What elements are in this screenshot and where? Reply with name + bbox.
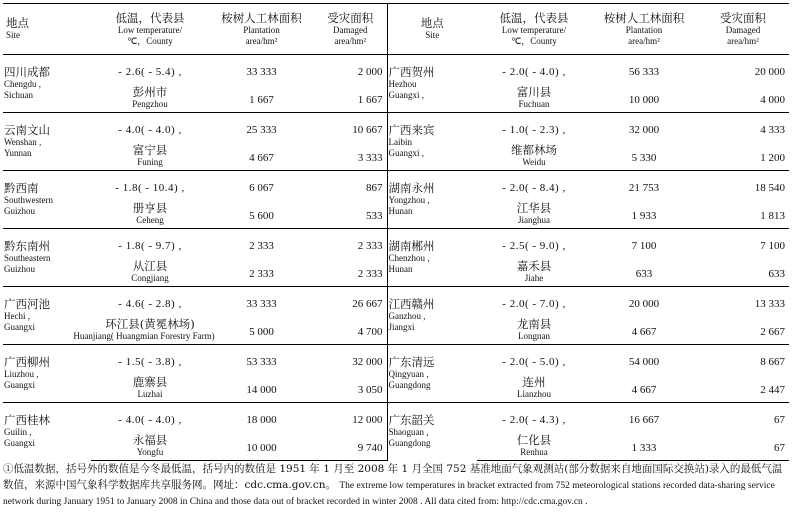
site-header: 地点: [420, 16, 444, 30]
site-cell: [387, 113, 477, 171]
plantation-cell: [209, 373, 314, 403]
table-row: [3, 113, 789, 142]
site-name-cn: 湖南永州: [388, 181, 435, 195]
low-temp: - 1.0( - 2.3) ,: [502, 123, 566, 136]
plantation-cell: [591, 403, 697, 432]
site-name-en: Hezhou: [388, 79, 417, 89]
county-cell: [477, 257, 591, 287]
damaged-area: 3 333: [357, 152, 383, 164]
damaged-area: 2 667: [760, 326, 785, 338]
table-row: [3, 287, 789, 316]
dmg-header: 受灾面积: [327, 10, 374, 25]
site-cell: [387, 171, 477, 229]
low-temp: - 2.0( - 4.3) ,: [502, 413, 566, 426]
damaged-area: 533: [366, 210, 383, 222]
plantation-cell: [591, 287, 697, 316]
site-cell: [387, 287, 477, 345]
site-header-en: Site: [6, 30, 21, 40]
county-name-en: Weidu: [522, 156, 546, 167]
county-name-en: Funing: [137, 156, 163, 167]
damaged-cell: [697, 373, 789, 403]
temp-header-en2: ℃，County: [127, 35, 173, 46]
footnote-cn: ①低温数据，括号外的数值是今冬最低温，括号内的数值是 1951 年 1 月至 2008 年 1 月全国 752 基准地面气象观测站(部分数据来自地面国际交换站)录入的最低气温数值，来源中国气象科学数据库共享服务网。网址：cdc.cma.gov.cn。: [3, 463, 783, 491]
low-temp: - 2.5( - 9.0) ,: [502, 239, 566, 252]
county-name-cn: 连州: [522, 374, 546, 389]
site-province-en: Guangdong: [388, 438, 431, 449]
damaged-cell: [314, 55, 387, 84]
plantation-cell: [209, 257, 314, 287]
dmg-header-unit: area/hm²: [334, 35, 367, 46]
site-name-cn: 四川成都: [4, 65, 50, 79]
low-temp: - 2.0( - 7.0) ,: [502, 297, 566, 310]
site-province-en: Guangxi: [4, 438, 35, 449]
table-row: [3, 171, 789, 200]
plantation-cell: [209, 113, 314, 142]
damaged-cell: [314, 141, 387, 171]
damaged-cell: [314, 113, 387, 142]
county-name-en: Huanjiang( Huangmian Forestry Farm): [73, 330, 215, 341]
damaged-area: 2 333: [357, 268, 383, 280]
site-province-en: Guangxi: [4, 322, 35, 332]
county-name-cn: 从江县: [132, 258, 168, 273]
site-name-cn: 广西柳州: [4, 355, 50, 369]
plantation-cell: [209, 287, 314, 316]
temp-cell: [91, 403, 209, 432]
site-cell: [3, 55, 91, 113]
table-row: [3, 55, 789, 84]
low-temp: - 4.0( - 4.0) ,: [118, 123, 182, 136]
county-cell: [91, 199, 209, 229]
plant-header-en: Plantation: [625, 24, 663, 35]
damaged-cell: [697, 83, 789, 113]
plant-header: 桉树人工林面积: [221, 10, 302, 25]
damaged-cell: [697, 113, 789, 142]
damaged-cell: [314, 373, 387, 403]
plantation-cell: [591, 199, 697, 229]
temp-cell: [91, 171, 209, 200]
county-cell: [91, 373, 209, 403]
low-temp: - 1.8( - 10.4) ,: [115, 181, 185, 194]
county-cell: [91, 431, 209, 461]
county-name-en: Jiahe: [524, 272, 544, 283]
plantation-area: 1 933: [631, 210, 657, 222]
temp-header-en: Low temperature/: [501, 24, 567, 35]
site-name-en: Liuzhou ,: [4, 369, 39, 379]
plantation-area: 20 000: [628, 297, 660, 310]
data-table: [3, 3, 789, 461]
county-name-cn: 环江县(黄冕林场): [105, 316, 195, 331]
county-name-cn: 富宁县: [132, 142, 168, 157]
plantation-area: 4 667: [249, 152, 274, 164]
damaged-area: 20 000: [754, 65, 785, 78]
damaged-area: 633: [768, 268, 785, 280]
site-name-cn: 江西赣州: [388, 297, 435, 311]
plantation-cell: [591, 345, 697, 374]
site-cell: [3, 171, 91, 229]
plantation-area: 633: [635, 268, 653, 280]
damaged-area: 2 000: [357, 65, 383, 78]
plantation-area: 14 000: [246, 384, 277, 396]
damaged-cell: [697, 257, 789, 287]
damaged-area: 26 667: [352, 297, 383, 310]
low-temp: - 2.0( - 5.0) ,: [502, 355, 566, 368]
temp-cell: [91, 113, 209, 142]
site-province-en: Guangdong: [388, 380, 431, 390]
temp-header-en: Low temperature/: [117, 24, 183, 35]
plantation-cell: [209, 431, 314, 461]
plant-header-en: Plantation: [243, 24, 280, 35]
site-name-cn: 云南文山: [4, 123, 50, 137]
county-cell: [477, 199, 591, 229]
plantation-area: 53 333: [246, 355, 277, 368]
damaged-cell: [314, 171, 387, 200]
site-province-en: Yunnan: [4, 148, 32, 158]
plantation-cell: [209, 83, 314, 113]
footnote: [3, 462, 789, 510]
site-name-cn: 黔东南州: [4, 239, 50, 253]
plantation-area: 6 067: [249, 181, 274, 194]
damaged-cell: [697, 171, 789, 200]
site-name-cn: 湖南郴州: [388, 239, 435, 253]
plantation-area: 5 000: [249, 326, 274, 338]
site-province-en: Hunan: [388, 206, 413, 216]
site-cell: [387, 229, 477, 287]
plantation-cell: [209, 171, 314, 200]
temp-cell: [477, 113, 591, 142]
temp-cell: [91, 345, 209, 374]
table-row: [3, 229, 789, 258]
plantation-cell: [591, 83, 697, 113]
site-name-en: Qingyuan ,: [388, 369, 429, 379]
plantation-cell: [591, 141, 697, 171]
county-name-cn: 龙南县: [516, 316, 552, 331]
plantation-area: 10 000: [246, 442, 277, 454]
county-name-cn: 彭州市: [132, 84, 168, 99]
low-temp: - 1.8( - 9.7) ,: [118, 239, 182, 252]
plantation-area: 2 333: [249, 239, 274, 252]
plantation-area: 33 333: [246, 297, 277, 310]
damaged-cell: [697, 403, 789, 432]
county-name-cn: 仁化县: [516, 432, 552, 447]
plantation-cell: [209, 403, 314, 432]
damaged-area: 7 100: [760, 239, 785, 252]
county-cell: [477, 373, 591, 403]
site-province-en: Sichuan: [4, 90, 33, 100]
plantation-area: 32 000: [628, 123, 660, 136]
site-header: 地点: [6, 16, 29, 30]
county-cell: [91, 141, 209, 171]
plantation-cell: [591, 113, 697, 142]
temp-header: 低温，代表县: [115, 10, 185, 25]
site-province-en: Guizhou: [4, 264, 35, 274]
damaged-cell: [314, 83, 387, 113]
plantation-cell: [591, 171, 697, 200]
site-name-cn: 广东韶关: [388, 413, 435, 428]
table-body: [3, 55, 789, 461]
plant-header: 桉树人工林面积: [603, 10, 685, 25]
plantation-area: 25 333: [246, 123, 277, 136]
site-name-en: Yongzhou ,: [388, 195, 430, 205]
county-name-en: Yongfu: [136, 446, 164, 457]
county-cell: [91, 83, 209, 113]
site-name-en: Chenzhou ,: [388, 253, 430, 263]
plantation-cell: [591, 257, 697, 287]
plantation-cell: [591, 229, 697, 258]
county-name-en: Lianzhou: [517, 388, 551, 399]
temp-cell: [477, 171, 591, 200]
plantation-cell: [209, 229, 314, 258]
county-name-en: Pengzhou: [132, 98, 168, 109]
damaged-area: 9 740: [357, 442, 383, 454]
damaged-cell: [697, 345, 789, 374]
temp-cell: [477, 403, 591, 432]
site-cell: [387, 403, 477, 461]
county-name-cn: 册亨县: [132, 200, 168, 215]
county-cell: [73, 315, 215, 345]
site-name-en: Southeastern: [4, 253, 51, 263]
temp-cell: [91, 287, 209, 316]
county-name-en: Longnan: [518, 330, 550, 341]
site-name-cn: 广西来宾: [388, 123, 435, 137]
county-name-cn: 永福县: [132, 432, 168, 447]
damaged-cell: [314, 257, 387, 287]
temp-cell: [91, 55, 209, 84]
site-header-en: Site: [425, 30, 440, 40]
site-province-en: Jiangxi: [388, 322, 415, 332]
low-temp: - 1.5( - 3.8) ,: [118, 355, 182, 368]
damaged-cell: [697, 199, 789, 229]
damaged-cell: [314, 229, 387, 258]
site-name-cn: 广西桂林: [4, 413, 50, 428]
damaged-area: 18 540: [754, 181, 785, 194]
plantation-area: 33 333: [246, 65, 277, 78]
damaged-area: 12 000: [352, 413, 383, 426]
damaged-cell: [314, 403, 387, 432]
site-name-en: Shaoguan ,: [388, 427, 429, 438]
damaged-area: 1 667: [357, 94, 383, 106]
damaged-area: 1 200: [760, 152, 785, 164]
damaged-cell: [697, 315, 789, 345]
county-name-cn: 维都林场: [511, 142, 557, 157]
site-cell: [387, 345, 477, 403]
plantation-area: 2 333: [249, 268, 274, 280]
low-temp: - 4.0( - 4.0) ,: [118, 413, 182, 426]
damaged-area: 13 333: [754, 297, 785, 310]
plantation-cell: [209, 199, 314, 229]
county-name-en: Luzhai: [137, 388, 163, 399]
plantation-cell: [209, 141, 314, 171]
low-temp: - 2.0( - 8.4) ,: [502, 181, 566, 194]
county-name-en: Jianghua: [518, 214, 550, 225]
plantation-cell: [591, 431, 697, 461]
damaged-area: 867: [366, 181, 383, 194]
site-province-en: Guangxi: [4, 380, 35, 390]
damaged-cell: [697, 55, 789, 84]
damaged-cell: [314, 199, 387, 229]
dmg-header-en: Damaged: [725, 24, 761, 35]
county-cell: [477, 315, 591, 345]
site-name-en: Ganzhou ,: [388, 311, 426, 321]
site-name-en: Hechi ,: [4, 311, 30, 321]
site-cell: [3, 229, 91, 287]
site-province-en: Hunan: [388, 264, 413, 274]
plantation-area: 5 600: [249, 210, 274, 222]
county-name-en: Congjiang: [131, 272, 169, 283]
site-cell: [387, 55, 477, 113]
table-header-row: [3, 4, 789, 55]
plantation-area: 21 753: [628, 181, 660, 194]
county-cell: [477, 83, 591, 113]
plantation-cell: [591, 55, 697, 84]
temp-cell: [477, 229, 591, 258]
low-temp: - 2.6( - 5.4) ,: [118, 65, 182, 78]
site-name-en: Guilin ,: [4, 427, 32, 438]
plantation-area: 1 333: [631, 442, 657, 454]
temp-cell: [91, 229, 209, 258]
dmg-header-en: Damaged: [333, 24, 368, 35]
damaged-cell: [314, 315, 387, 345]
plantation-area: 4 667: [631, 326, 657, 338]
county-name-cn: 江华县: [516, 200, 552, 215]
damaged-area: 8 667: [760, 355, 785, 368]
damaged-area: 1 813: [760, 210, 785, 222]
dmg-header-unit: area/hm²: [727, 35, 759, 46]
plantation-cell: [591, 315, 697, 345]
site-cell: [3, 403, 91, 461]
damaged-area: 4 700: [357, 326, 383, 338]
plantation-area: 4 667: [631, 384, 657, 396]
county-name-en: Ceheng: [136, 214, 164, 225]
damaged-cell: [697, 229, 789, 258]
site-name-cn: 广西贺州: [388, 65, 435, 79]
site-cell: [3, 113, 91, 171]
site-province-en: Guangxi ,: [388, 90, 424, 100]
site-name-cn: 广东清远: [388, 355, 435, 369]
damaged-area: 10 667: [352, 123, 383, 136]
plantation-area: 18 000: [246, 413, 277, 426]
low-temp: - 4.6( - 2.8) ,: [118, 297, 182, 310]
damaged-cell: [314, 287, 387, 316]
plantation-cell: [209, 345, 314, 374]
plantation-area: 54 000: [628, 355, 660, 368]
county-cell: [91, 257, 209, 287]
plantation-area: 7 100: [631, 239, 657, 252]
site-name-cn: 黔西南: [4, 181, 39, 195]
damaged-area: 3 050: [357, 384, 383, 396]
site-name-cn: 广西河池: [4, 297, 50, 311]
plantation-area: 56 333: [628, 65, 660, 78]
county-name-cn: 嘉禾县: [516, 258, 552, 273]
plantation-area: 16 667: [628, 413, 660, 426]
table-row: [3, 403, 789, 432]
damaged-cell: [314, 431, 387, 461]
damaged-cell: [697, 431, 789, 461]
site-province-en: Guangxi ,: [388, 148, 424, 158]
damaged-area: 2 333: [357, 239, 383, 252]
plantation-area: 1 667: [249, 94, 274, 106]
plant-header-unit: area/hm²: [245, 35, 278, 46]
damaged-area: 4 333: [760, 123, 785, 136]
damaged-cell: [697, 287, 789, 316]
damaged-cell: [697, 141, 789, 171]
table-row: [3, 345, 789, 374]
damaged-area: 32 000: [352, 355, 383, 368]
temp-header-en2: ℃，County: [511, 35, 557, 46]
site-name-en: Laibin: [388, 137, 412, 147]
damaged-area: 67: [774, 442, 785, 454]
temp-header: 低温，代表县: [499, 10, 569, 25]
plantation-area: 5 330: [631, 152, 657, 164]
dmg-header: 受灾面积: [720, 10, 766, 25]
plantation-cell: [209, 315, 314, 345]
county-name-en: Fuchuan: [518, 98, 550, 109]
damaged-area: 67: [774, 413, 785, 426]
plantation-area: 10 000: [628, 94, 660, 106]
plantation-cell: [591, 373, 697, 403]
county-name-en: Renhua: [520, 446, 548, 457]
plant-header-unit: area/hm²: [628, 35, 660, 46]
damaged-area: 4 000: [760, 94, 785, 106]
county-name-cn: 鹿寨县: [132, 374, 168, 389]
site-name-en: Southwestern: [4, 195, 53, 205]
footnote-en: The extreme low temperatures in bracket extracted from 752 meteorological stations recorded data-sharing service network during January 1951 to January 2008 in China and those data out of bracket recorded in winter 2008 . All data cited from: http://cdc.cma.gov.cn .: [3, 480, 775, 507]
plantation-cell: [209, 55, 314, 84]
damaged-area: 2 447: [760, 384, 785, 396]
site-name-en: Chengdu ,: [4, 79, 41, 89]
temp-cell: [477, 345, 591, 374]
county-cell: [477, 141, 591, 171]
county-cell: [477, 431, 591, 461]
damaged-cell: [314, 345, 387, 374]
county-name-cn: 富川县: [516, 84, 552, 99]
temp-cell: [477, 55, 591, 84]
low-temp: - 2.0( - 4.0) ,: [502, 65, 566, 78]
temp-cell: [477, 287, 591, 316]
site-province-en: Guizhou: [4, 206, 35, 216]
site-cell: [3, 345, 91, 403]
site-name-en: Wenshan ,: [4, 137, 42, 147]
